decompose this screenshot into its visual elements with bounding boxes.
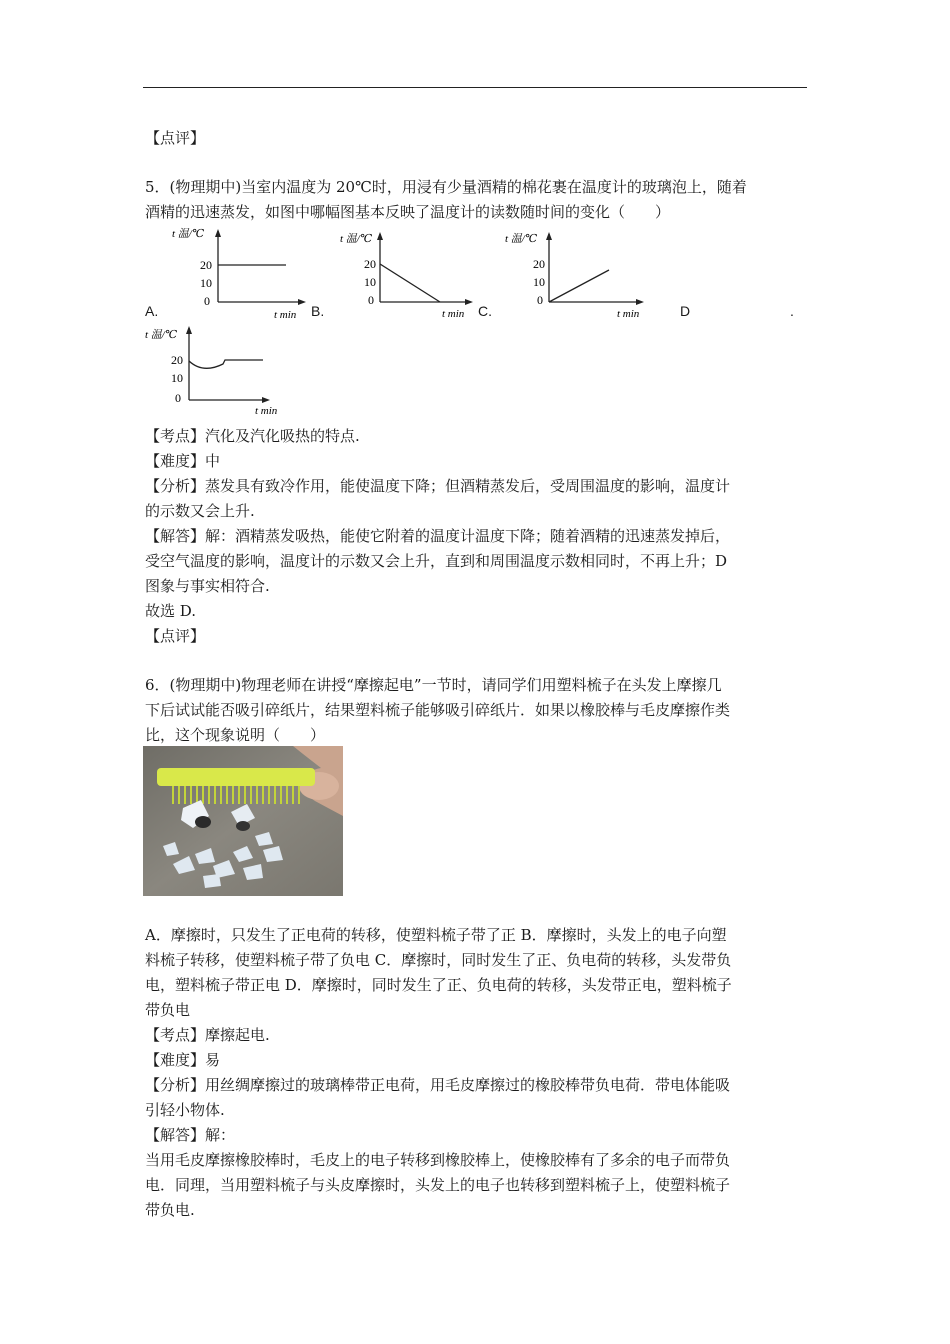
header-rule [143,87,807,88]
q6-jieda-line1: 当用毛皮摩擦橡胶棒时，毛皮上的电子转移到橡胶棒上，使橡胶棒有了多余的电子而带负 [145,1151,731,1169]
curve-c [549,270,609,302]
q6-stem-line1: 6．(物理期中)物理老师在讲授“摩擦起电”一节时，请同学们用塑料梳子在头发上摩擦几 [145,676,722,694]
q6-jieda-head: 【解答】解： [145,1126,236,1144]
q5-review: 【点评】 [145,627,206,645]
curve-b [380,264,440,302]
tick-label: 0 [175,391,181,405]
q5-jieda-line1: 【解答】解：酒精蒸发吸热，能使它附着的温度计温度下降；随着酒精的迅速蒸发掉后， [145,527,731,545]
tick-label: 0 [537,293,543,307]
tick-label: 0 [204,294,210,308]
graph-d-xlabel: t min [255,405,278,417]
comb [157,768,315,786]
graph-c-xlabel: t min [617,308,640,320]
q5-fenxi-line1: 【分析】蒸发具有致冷作用，能使温度下降；但酒精蒸发后，受周围温度的影响，温度计 [145,477,731,495]
q6-options-line2: 料梳子转移，使塑料梳子带了负电 C．摩擦时，同时发生了正、负电荷的转移，头发带负 [145,951,732,969]
tick-label: 20 [533,257,545,271]
comb-paper-photo [143,746,343,896]
curve-d [189,360,263,368]
graph-a [170,225,310,323]
option-a-label: A. [145,303,159,319]
tick-label: 10 [364,275,376,289]
q5-answer: 故选 D. [145,602,197,620]
tick-label: 10 [200,276,212,290]
graph-d-ylabel: t 温/℃ [145,329,178,341]
q6-options-line1: A．摩擦时，只发生了正电荷的转移，使塑料梳子带了正 B．摩擦时，头发上的电子向塑 [145,926,727,944]
q6-jieda-line2: 电．同理，当用塑料梳子与头皮摩擦时，头发上的电子也转移到塑料梳子上，使塑料梳子 [145,1176,731,1194]
q6-kaodian: 【考点】摩擦起电. [145,1026,270,1044]
q6-nandu: 【难度】易 [145,1051,221,1069]
option-d-trailing-dot: . [790,303,794,319]
q6-options-line4: 带负电 [145,1001,191,1019]
graph-a-xlabel: t min [274,309,297,321]
graph-c [505,228,655,326]
graph-b-ylabel: t 温/℃ [340,233,373,245]
q6-fenxi-line1: 【分析】用丝绸摩擦过的玻璃棒带正电荷，用毛皮摩擦过的橡胶棒带负电荷．带电体能吸 [145,1076,731,1094]
q5-stem-line1: 5．(物理期中)当室内温度为 20℃时，用浸有少量酒精的棉花裹在温度计的玻璃泡上，随着 [145,178,747,196]
tick-label: 0 [368,293,374,307]
tick-label: 10 [533,275,545,289]
tick-label: 20 [171,353,183,367]
graph-b [340,228,480,326]
q5-jieda-line2: 受空气温度的影响，温度计的示数又会上升，直到和周围温度示数相同时，不再上升；D [145,552,728,570]
option-c-label: C. [478,303,492,319]
q6-stem-line3: 比，这个现象说明（ ） [145,726,326,744]
q6-jieda-line3: 带负电. [145,1201,195,1219]
graph-d [143,322,293,420]
option-d-label: D [680,303,691,319]
q5-fenxi-line2: 的示数又会上升. [145,502,255,520]
tick-label: 10 [171,371,183,385]
option-b-label: B. [311,303,325,319]
graph-a-ylabel: t 温/℃ [172,228,205,240]
q5-stem-line2: 酒精的迅速蒸发，如图中哪幅图基本反映了温度计的读数随时间的变化（ ） [145,203,671,221]
q6-options-line3: 电，塑料梳子带正电 D．摩擦时，同时发生了正、负电荷的转移，头发带正电，塑料梳子 [145,976,732,994]
q6-fenxi-line2: 引轻小物体. [145,1101,225,1119]
q5-nandu: 【难度】中 [145,452,221,470]
graph-c-ylabel: t 温/℃ [505,233,538,245]
top-review-label: 【点评】 [145,129,206,147]
q6-stem-line2: 下后试试能否吸引碎纸片，结果塑料梳子能够吸引碎纸片．如果以橡胶棒与毛皮摩擦作类 [145,701,731,719]
q5-kaodian: 【考点】汽化及汽化吸热的特点. [145,427,360,445]
graph-b-xlabel: t min [442,308,465,320]
tick-label: 20 [200,258,212,272]
q5-jieda-line3: 图象与事实相符合. [145,577,270,595]
tick-label: 20 [364,257,376,271]
